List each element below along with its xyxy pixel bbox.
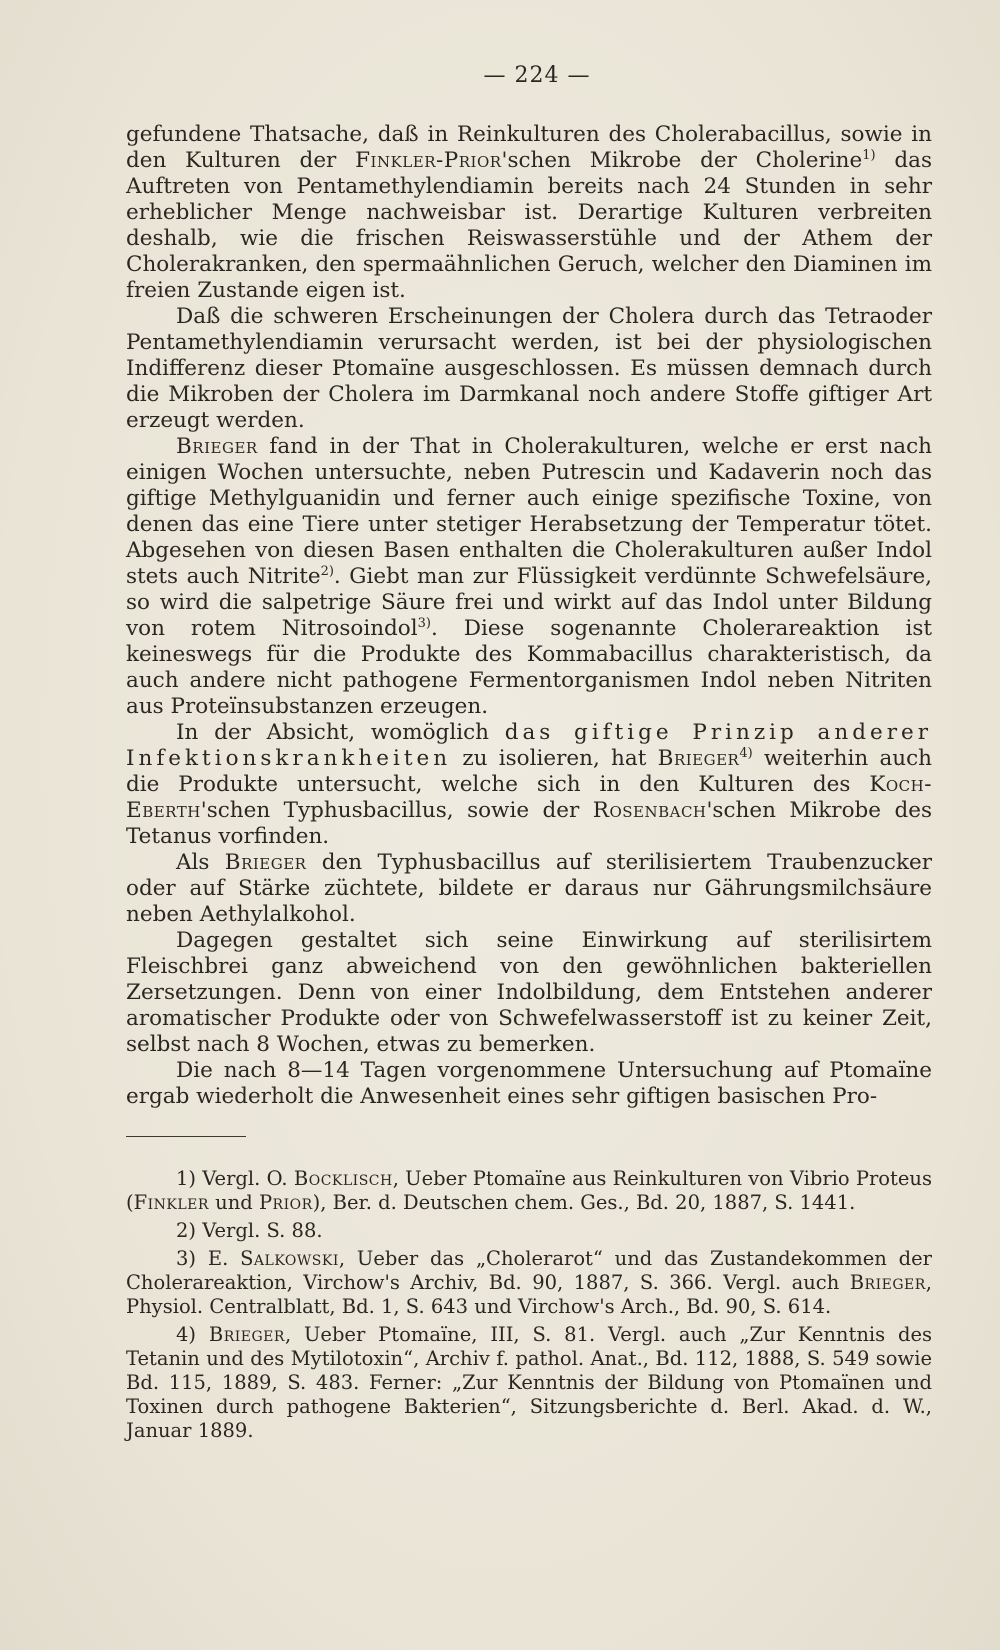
- footnote-marker: 3): [417, 615, 431, 631]
- text-run: , Ueber Ptomaïne, III, S. 81. Vergl. auch „Zur Kenntnis des Tetanin und des Mytilotoxin“, Archiv f. pathol. Anat., Bd. 112, 1888, S. 549 sowie Bd. 115, 1889, S. 483. Ferner: „Zur Kenntnis der Bildung von Ptomaïnen und Toxinen durch pathogene Bakterien“, Sitzungsberichte d. Berl. Akad. d. W., Januar 1889.: [126, 1323, 932, 1442]
- text-run: . Giebt man zur Flüssigkeit verdünnte Schwefelsäure, so wird die salpetrige Säure frei und wirkt auf das Indol unter Bildung von rotem Nitrosoindol: [126, 564, 932, 641]
- footnote: [126, 1247, 932, 1319]
- text-run: Als: [176, 850, 225, 875]
- author-name: Brieger: [208, 1323, 285, 1346]
- author-name: Brieger: [224, 850, 307, 875]
- text-run: 4): [176, 1323, 209, 1346]
- paragraph: [126, 122, 932, 304]
- paragraph: [126, 720, 932, 850]
- body-text: [126, 122, 932, 1110]
- paragraph: [126, 434, 932, 720]
- author-name: Rosenbach: [592, 798, 707, 823]
- author-name: Brieger: [657, 746, 740, 771]
- text-run: ), Ber. d. Deutschen chem. Ges., Bd. 20, 1887, S. 1441.: [312, 1191, 856, 1214]
- text-run: Dagegen gestaltet sich seine Einwirkung auf sterilisirtem Fleischbrei ganz abweichend von den gewöhnlichen bakteriellen Zersetzungen. Denn von einer Indolbildung, dem Entstehen anderer aromatischer Produkte oder von Schwefelwasserstoff ist zu keiner Zeit, selbst nach 8 Wochen, etwas zu bemerken.: [126, 928, 932, 1057]
- text-run: 2) Vergl. S. 88.: [176, 1219, 323, 1242]
- author-name: Brieger: [176, 434, 258, 459]
- text-run: weiterhin auch die Produkte untersucht, welche sich in den Kulturen des: [126, 746, 932, 797]
- author-name: Brieger: [849, 1271, 926, 1294]
- text-run: , Physiol. Centralblatt, Bd. 1, S. 643 und Virchow's Arch., Bd. 90, S. 614.: [126, 1271, 932, 1318]
- text-run: . Diese sogenannte Cholerareaktion ist keineswegs für die Produkte des Kommabacillus charakteristisch, da auch andere nicht pathogene Fermentorganismen Indol neben Nitriten aus Proteïnsubstanzen erzeugen.: [126, 616, 933, 719]
- author-name: Finkler: [133, 1191, 209, 1214]
- text-run: , Ueber Ptomaïne aus Reinkulturen von Vibrio Proteus (: [126, 1167, 932, 1214]
- text-run: 'schen Mikrobe des Tetanus vorfinden.: [126, 798, 932, 849]
- footnote: [126, 1323, 932, 1443]
- text-run: In der Absicht, womöglich: [176, 720, 505, 745]
- page-number: — 224 —: [483, 63, 591, 88]
- author-name: Prior: [258, 1191, 313, 1214]
- author-name: Koch-Eberth: [126, 772, 932, 823]
- paragraph: [126, 304, 932, 434]
- author-name: Finkler-Prior: [355, 148, 502, 173]
- text-run: 'schen Typhusbacillus, sowie der: [200, 798, 593, 823]
- text-run: 'schen Mikrobe der Cholerine: [501, 148, 863, 173]
- footnote: [126, 1167, 932, 1215]
- footnotes: [126, 1167, 932, 1443]
- text-run: Die nach 8—14 Tagen vorgenommene Untersuchung auf Ptomaïne ergab wiederholt die Anwesenheit eines sehr giftigen basischen Pro-: [126, 1058, 932, 1109]
- paragraph: [126, 928, 932, 1058]
- footnote: [126, 1219, 932, 1243]
- footnote-divider: [126, 1136, 246, 1137]
- footnote-marker: 4): [739, 745, 753, 761]
- text-run: das Auftreten von Pentamethylendiamin bereits nach 24 Stunden in sehr erheblicher Menge nachweisbar ist. Derartige Kulturen verbreiten deshalb, wie die frischen Reiswasserstühle und der Athem der Cholerakranken, den spermaähnlichen Geruch, welcher den Diaminen im freien Zustande eigen ist.: [126, 148, 932, 303]
- author-name: Bocklisch: [293, 1167, 393, 1190]
- text-run: Daß die schweren Erscheinungen der Cholera durch das Tetraoder Pentamethylendiamin verursacht werden, ist bei der physiologischen Indifferenz dieser Ptomaïne ausgeschlossen. Es müssen demnach durch die Mikroben der Cholera im Darmkanal noch andere Stoffe giftiger Art erzeugt werden.: [126, 304, 932, 433]
- paragraph: [126, 1058, 932, 1110]
- footnote-marker: 1): [862, 147, 876, 163]
- text-run: fand in der That in Cholerakulturen, welche er erst nach einigen Wochen untersuchte, neben Putrescin und Kadaverin noch das giftige Methylguanidin und ferner auch einige spezifische Toxine, von denen das eine Tiere unter stetiger Herabsetzung der Temperatur tötet. Abgesehen von diesen Basen enthalten die Cholerakulturen außer Indol stets auch Nitrite: [126, 434, 932, 589]
- author-name: Salkowski: [240, 1247, 339, 1270]
- text-run: und: [208, 1191, 259, 1214]
- emphasized-text: das giftige Prinzip anderer Infektionskrankheiten: [126, 720, 932, 771]
- text-run: 3) E.: [176, 1247, 241, 1270]
- text-run: , Ueber das „Cholerarot“ und das Zustandekommen der Cholerareaktion, Virchow's Archiv, Bd. 90, 1887, S. 366. Vergl. auch: [126, 1247, 932, 1294]
- paragraph: [126, 850, 932, 928]
- footnote-marker: 2): [320, 563, 334, 579]
- text-run: den Typhusbacillus auf sterilisiertem Traubenzucker oder auf Stärke züchtete, bildete er daraus nur Gährungsmilchsäure neben Aethylalkohol.: [126, 850, 932, 927]
- text-run: 1) Vergl. O.: [176, 1167, 294, 1190]
- text-run: zu isolieren, hat: [451, 746, 658, 771]
- text-run: gefundene Thatsache, daß in Reinkulturen des Cholerabacillus, sowie in den Kulturen der: [126, 122, 932, 173]
